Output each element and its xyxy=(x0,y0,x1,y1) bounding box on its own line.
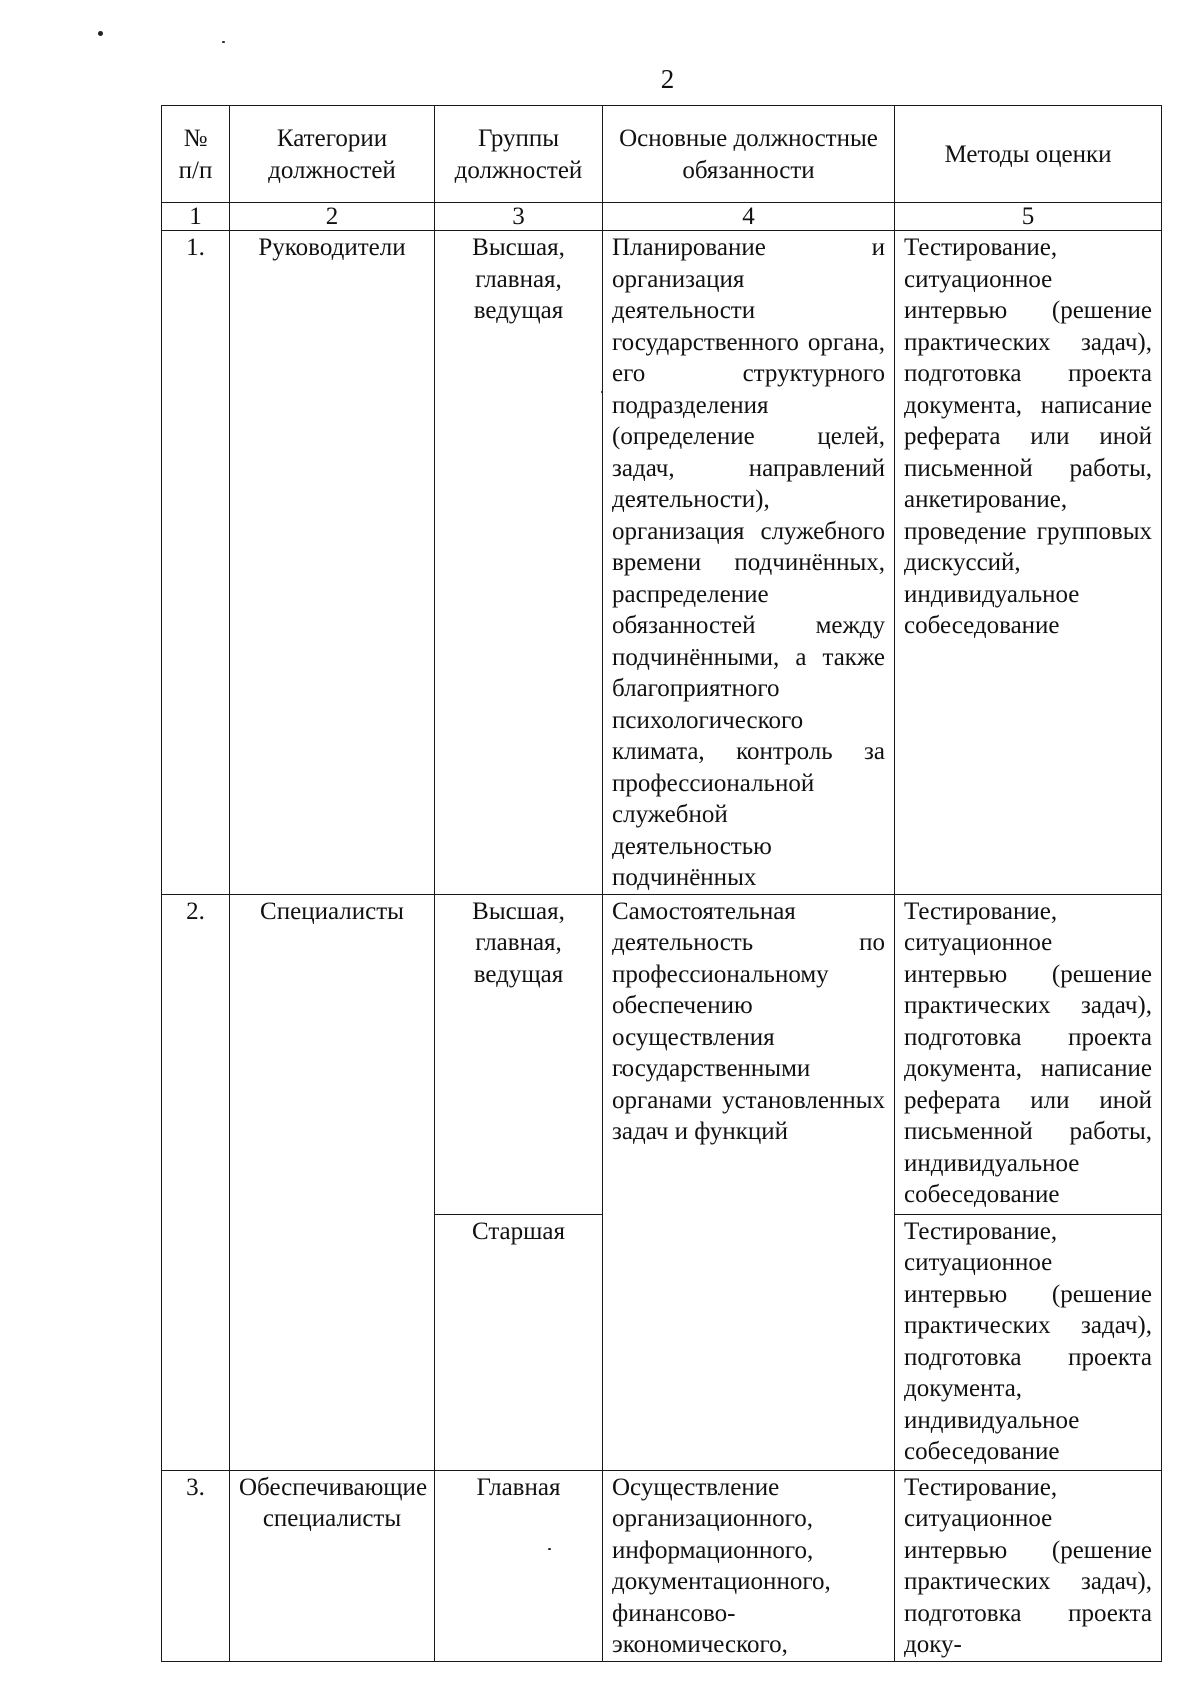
row-methods: Тестирование, ситуационное интервью (решение практических задач), подготовка проекта документа, индивидуальное собеседование xyxy=(895,1214,1162,1470)
row-group: Старшая xyxy=(435,1214,603,1470)
header-row xyxy=(162,106,1162,203)
row-duties: Планирование и организация деятельности государственного органа, его структурного подразделения (определение целей, задач, направлений деятельности), организация служебного времени подчинённых, распределение обязанностей между подчинёнными, а также благоприятного психологического климата, контроль за профессиональной служебной деятельностью подчинённых xyxy=(603,231,895,895)
row-group: Высшая, главная, ведущая xyxy=(435,894,603,1214)
header-number: № п/п xyxy=(162,106,230,203)
header-category: Категории должностей xyxy=(230,106,435,203)
table-row xyxy=(162,1470,1162,1661)
column-number: 2 xyxy=(230,203,435,231)
column-numbers-row xyxy=(162,203,1162,231)
column-number: 4 xyxy=(603,203,895,231)
header-methods: Методы оценки xyxy=(895,106,1162,203)
scan-speck xyxy=(98,31,103,36)
header-duties: Основные должностные обязанности xyxy=(603,106,895,203)
row-number: 3. xyxy=(162,1470,230,1661)
row-number: 2. xyxy=(162,894,230,1470)
scan-speck xyxy=(222,41,225,43)
row-group: Главная xyxy=(435,1470,603,1661)
table-row xyxy=(162,894,1162,1214)
row-number: 1. xyxy=(162,231,230,895)
column-number: 5 xyxy=(895,203,1162,231)
row-category: Специалисты xyxy=(230,894,435,1470)
row-methods: Тестирование, ситуационное интервью (решение практических задач), подготовка проекта доку- xyxy=(895,1470,1162,1661)
row-duties: Осуществление организационного, информационного, документационного, финансово-экономического, xyxy=(603,1470,895,1661)
row-methods: Тестирование, ситуационное интервью (решение практических задач), подготовка проекта документа, написание реферата или иной письменной работы, анкетирование, проведение групповых дискуссий, индивидуальное собеседование xyxy=(895,231,1162,895)
row-category: Обеспечивающие специалисты xyxy=(230,1470,435,1661)
positions-table xyxy=(161,105,1162,1662)
table-row xyxy=(162,231,1162,895)
column-number: 1 xyxy=(162,203,230,231)
row-duties: Самостоятельная деятельность по профессиональному обеспечению осуществления государственными органами установленных задач и функций xyxy=(603,894,895,1470)
row-methods: Тестирование, ситуационное интервью (решение практических задач), подготовка проекта документа, написание реферата или иной письменной работы, индивидуальное собеседование xyxy=(895,894,1162,1214)
header-group: Группы должностей xyxy=(435,106,603,203)
page-number: 2 xyxy=(660,64,675,94)
column-number: 3 xyxy=(435,203,603,231)
row-category: Руководители xyxy=(230,231,435,895)
row-group: Высшая, главная, ведущая xyxy=(435,231,603,895)
